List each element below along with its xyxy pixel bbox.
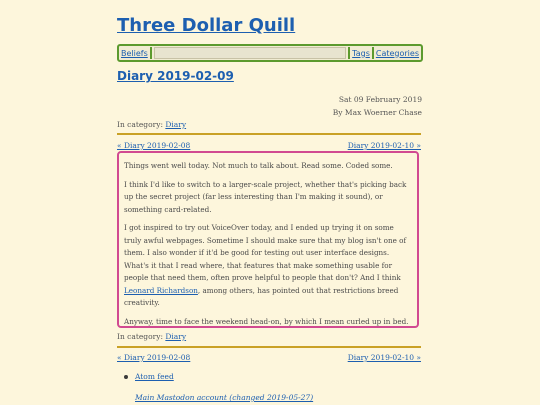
list-item: [117, 372, 174, 381]
next-post-link[interactable]: Diary 2019-02-10 »: [347, 353, 421, 362]
paragraph: [124, 222, 412, 310]
leonard-richardson-link[interactable]: Leonard Richardson: [124, 285, 198, 295]
post-navigation-top: [117, 141, 421, 150]
divider-rule: [117, 133, 421, 135]
bullet-icon: [124, 375, 128, 379]
paragraph: I think I'd like to switch to a larger-scale project, whether that's picking back up the secret project (far less interesting than I'm making it sound), or something card-related.: [124, 179, 407, 214]
site-title-link[interactable]: Three Dollar Quill: [117, 15, 296, 36]
paragraph: Things went well today. Not much to talk about. Read some. Coded some.: [124, 161, 393, 170]
paragraph-text: , among others, has pointed out that restrictions breed creativity.: [124, 285, 399, 307]
category-label: In category:: [117, 332, 163, 341]
category-label: In category:: [117, 120, 163, 129]
post-category-top: [117, 120, 186, 129]
mastodon-account-link[interactable]: Main Mastodon account (changed 2019-05-27): [135, 393, 314, 402]
post-date: Sat 09 February 2019: [338, 95, 422, 104]
nav-bar: [117, 44, 423, 62]
category-link[interactable]: Diary: [165, 120, 187, 129]
post-navigation-bottom: [117, 353, 421, 362]
nav-search-field[interactable]: [154, 47, 346, 59]
nav-tags-link[interactable]: Tags: [352, 48, 370, 58]
post-author: By Max Woerner Chase: [332, 108, 422, 117]
nav-beliefs-link[interactable]: Beliefs: [121, 48, 148, 58]
post-category-bottom: [117, 332, 186, 341]
prev-post-link[interactable]: « Diary 2019-02-08: [117, 141, 191, 150]
nav-divider: [150, 47, 152, 59]
footer-links: [117, 372, 174, 381]
prev-post-link[interactable]: « Diary 2019-02-08: [117, 353, 191, 362]
nav-categories-link[interactable]: Categories: [375, 48, 419, 58]
paragraph-text: I got inspired to try out VoiceOver today, and I ended up trying it on some truly awful webpages. Sometime I should make sure that my blog isn't one of them. I also wonder if it'd be good for testing out user interface designs. What's it that I read where, that features that make something usable for people that need them, often prove helpful to people that don't? And I think: [124, 223, 407, 282]
next-post-link[interactable]: Diary 2019-02-10 »: [347, 141, 421, 150]
category-link[interactable]: Diary: [165, 332, 187, 341]
post-title-link[interactable]: Diary 2019-02-09: [117, 69, 234, 83]
atom-feed-link[interactable]: Atom feed: [135, 372, 174, 381]
post-content: [117, 151, 419, 328]
paragraph: Anyway, time to face the weekend head-on, by which I mean curled up in bed.: [124, 316, 409, 326]
divider-rule: [117, 346, 421, 348]
